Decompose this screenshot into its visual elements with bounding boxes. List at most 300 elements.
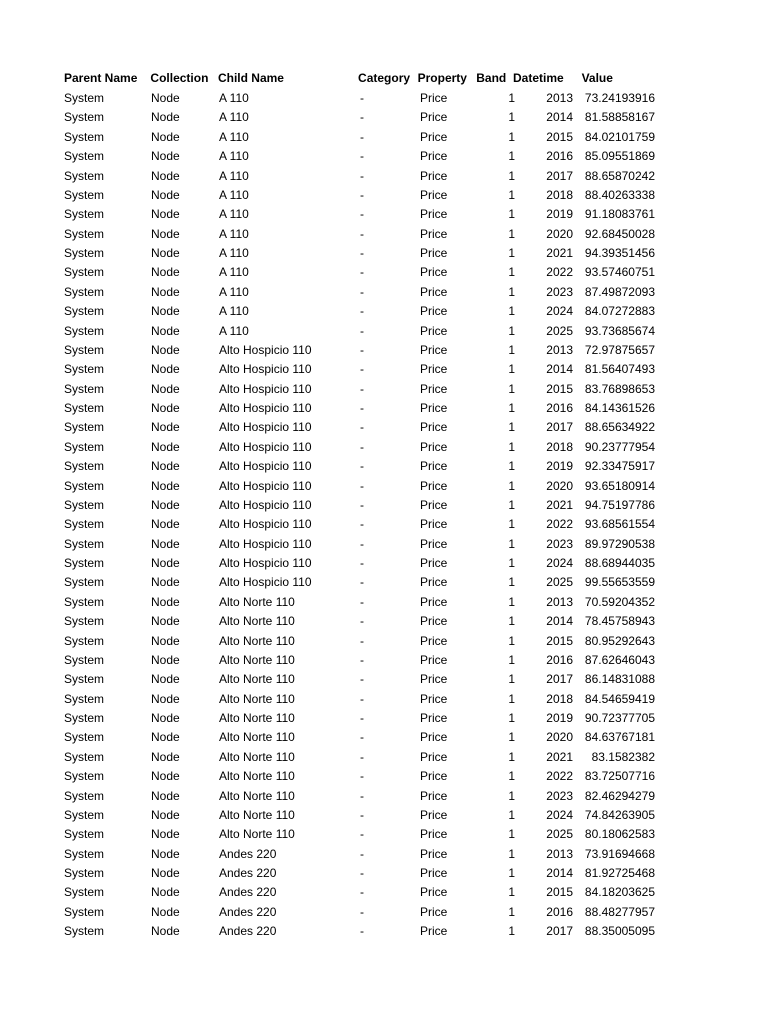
cell-parent-name: System — [64, 129, 105, 144]
cell-property: Price — [420, 226, 448, 241]
cell-value: 88.65634922 — [584, 420, 655, 435]
cell-band: 1 — [508, 866, 515, 880]
cell-datetime: 2015 — [546, 885, 573, 900]
table-row — [64, 806, 664, 825]
cell-parent-name: System — [64, 246, 105, 260]
cell-value: 92.68450028 — [584, 226, 655, 241]
cell-child-name: A 110 — [219, 110, 249, 125]
cell-value: 93.73685674 — [584, 323, 655, 338]
cell-collection: Node — [151, 614, 180, 629]
cell-parent-name: System — [64, 168, 105, 183]
table-row — [64, 128, 664, 147]
table-row — [64, 728, 664, 747]
cell-child-name: A 110 — [219, 149, 249, 164]
cell-datetime: 2018 — [546, 439, 573, 454]
cell-child-name: Alto Hospicio 110 — [219, 497, 312, 512]
cell-collection: Node — [151, 342, 180, 357]
cell-parent-name: System — [64, 420, 105, 435]
cell-category: - — [360, 517, 364, 532]
cell-property: Price — [420, 284, 448, 299]
table-row — [64, 612, 664, 631]
cell-parent-name: System — [64, 381, 105, 396]
cell-collection: Node — [151, 652, 180, 667]
cell-value: 90.23777954 — [584, 439, 655, 454]
header-category: Category — [358, 71, 411, 86]
cell-collection: Node — [151, 924, 180, 939]
cell-category: - — [360, 769, 364, 784]
cell-category: - — [360, 304, 364, 319]
cell-collection: Node — [151, 129, 180, 144]
table-row — [64, 922, 664, 941]
cell-band: 1 — [508, 769, 515, 784]
cell-band: 1 — [508, 362, 515, 377]
cell-child-name: Alto Hospicio 110 — [219, 342, 312, 357]
table-row — [64, 108, 664, 127]
cell-datetime: 2013 — [546, 594, 573, 609]
cell-parent-name: System — [64, 459, 105, 474]
table-row — [64, 670, 664, 689]
cell-value: 84.14361526 — [584, 401, 655, 415]
cell-collection: Node — [151, 866, 180, 880]
table-row — [64, 515, 664, 534]
cell-datetime: 2016 — [546, 401, 573, 415]
cell-property: Price — [420, 827, 448, 842]
cell-collection: Node — [151, 633, 180, 648]
cell-category: - — [360, 168, 364, 183]
cell-category: - — [360, 924, 364, 939]
cell-property: Price — [420, 304, 448, 319]
cell-collection: Node — [151, 284, 180, 299]
cell-band: 1 — [508, 536, 515, 551]
cell-child-name: Alto Norte 110 — [219, 672, 295, 687]
table-row — [64, 341, 664, 360]
table-row — [64, 438, 664, 457]
cell-datetime: 2021 — [546, 497, 573, 512]
cell-property: Price — [420, 420, 448, 435]
cell-collection: Node — [151, 110, 180, 125]
cell-property: Price — [420, 207, 448, 222]
cell-property: Price — [420, 187, 448, 202]
cell-datetime: 2021 — [546, 246, 573, 260]
cell-child-name: Alto Hospicio 110 — [219, 362, 312, 377]
cell-value: 84.07272883 — [584, 304, 655, 319]
cell-parent-name: System — [64, 866, 105, 880]
cell-category: - — [360, 265, 364, 280]
table-row — [64, 399, 664, 418]
cell-datetime: 2017 — [546, 672, 573, 687]
cell-property: Price — [420, 904, 448, 919]
cell-category: - — [360, 711, 364, 725]
cell-category: - — [360, 129, 364, 144]
cell-collection: Node — [151, 846, 180, 861]
table-row — [64, 457, 664, 476]
cell-child-name: A 110 — [219, 323, 249, 338]
cell-datetime: 2014 — [546, 614, 573, 629]
cell-parent-name: System — [64, 575, 105, 590]
cell-property: Price — [420, 672, 448, 687]
cell-property: Price — [420, 362, 448, 377]
data-table — [64, 69, 664, 942]
cell-value: 88.68944035 — [584, 556, 655, 570]
cell-child-name: A 110 — [219, 284, 249, 299]
cell-property: Price — [420, 614, 448, 629]
cell-collection: Node — [151, 381, 180, 396]
cell-parent-name: System — [64, 226, 105, 241]
cell-datetime: 2023 — [546, 284, 573, 299]
cell-band: 1 — [508, 556, 515, 570]
cell-child-name: Alto Hospicio 110 — [219, 459, 312, 474]
table-row — [64, 360, 664, 379]
cell-category: - — [360, 807, 364, 822]
cell-child-name: Alto Hospicio 110 — [219, 575, 312, 590]
cell-value: 83.1582382 — [591, 749, 655, 764]
cell-value: 88.48277957 — [584, 904, 655, 919]
cell-parent-name: System — [64, 497, 105, 512]
table-row — [64, 883, 664, 902]
cell-band: 1 — [508, 129, 515, 144]
table-row — [64, 477, 664, 496]
cell-property: Price — [420, 246, 448, 260]
cell-datetime: 2014 — [546, 362, 573, 377]
cell-parent-name: System — [64, 304, 105, 319]
cell-collection: Node — [151, 420, 180, 435]
cell-property: Price — [420, 323, 448, 338]
cell-band: 1 — [508, 207, 515, 222]
cell-value: 80.95292643 — [584, 633, 655, 648]
table-row — [64, 593, 664, 612]
cell-collection: Node — [151, 536, 180, 551]
cell-value: 88.35005095 — [584, 924, 655, 939]
cell-property: Price — [420, 769, 448, 784]
cell-parent-name: System — [64, 749, 105, 764]
cell-band: 1 — [508, 439, 515, 454]
cell-property: Price — [420, 730, 448, 745]
cell-datetime: 2019 — [546, 207, 573, 222]
cell-category: - — [360, 478, 364, 493]
cell-collection: Node — [151, 265, 180, 280]
cell-category: - — [360, 827, 364, 842]
cell-value: 70.59204352 — [584, 594, 655, 609]
cell-datetime: 2019 — [546, 711, 573, 725]
cell-child-name: Alto Hospicio 110 — [219, 517, 312, 532]
cell-collection: Node — [151, 187, 180, 202]
cell-parent-name: System — [64, 807, 105, 822]
cell-property: Price — [420, 129, 448, 144]
cell-datetime: 2015 — [546, 381, 573, 396]
cell-collection: Node — [151, 207, 180, 222]
cell-value: 86.14831088 — [584, 672, 655, 687]
cell-datetime: 2018 — [546, 691, 573, 706]
cell-band: 1 — [508, 924, 515, 939]
cell-collection: Node — [151, 401, 180, 415]
cell-child-name: Andes 220 — [219, 924, 277, 939]
cell-category: - — [360, 885, 364, 900]
cell-category: - — [360, 614, 364, 629]
cell-parent-name: System — [64, 827, 105, 842]
cell-band: 1 — [508, 401, 515, 415]
cell-datetime: 2013 — [546, 91, 573, 105]
cell-datetime: 2021 — [546, 749, 573, 764]
cell-band: 1 — [508, 711, 515, 725]
cell-parent-name: System — [64, 439, 105, 454]
table-row — [64, 147, 664, 166]
table-row — [64, 573, 664, 592]
cell-child-name: Alto Hospicio 110 — [219, 401, 312, 415]
cell-parent-name: System — [64, 730, 105, 745]
cell-category: - — [360, 691, 364, 706]
header-parent-name: Parent Name — [64, 71, 138, 86]
cell-child-name: Alto Norte 110 — [219, 788, 295, 803]
cell-category: - — [360, 420, 364, 435]
cell-band: 1 — [508, 149, 515, 164]
cell-parent-name: System — [64, 594, 105, 609]
cell-child-name: Alto Hospicio 110 — [219, 478, 312, 493]
cell-datetime: 2017 — [546, 420, 573, 435]
cell-band: 1 — [508, 672, 515, 687]
cell-child-name: Andes 220 — [219, 866, 277, 880]
table-row — [64, 380, 664, 399]
cell-band: 1 — [508, 304, 515, 319]
cell-child-name: Alto Hospicio 110 — [219, 556, 312, 570]
cell-child-name: Alto Norte 110 — [219, 691, 295, 706]
cell-datetime: 2025 — [546, 323, 573, 338]
cell-category: - — [360, 788, 364, 803]
cell-category: - — [360, 594, 364, 609]
cell-property: Price — [420, 633, 448, 648]
cell-datetime: 2017 — [546, 168, 573, 183]
cell-datetime: 2023 — [546, 536, 573, 551]
cell-property: Price — [420, 497, 448, 512]
cell-category: - — [360, 866, 364, 880]
cell-child-name: Alto Norte 110 — [219, 769, 295, 784]
cell-collection: Node — [151, 497, 180, 512]
cell-child-name: Alto Norte 110 — [219, 807, 295, 822]
cell-child-name: Alto Norte 110 — [219, 633, 295, 648]
table-row — [64, 845, 664, 864]
cell-value: 94.75197786 — [584, 497, 655, 512]
cell-value: 99.55653559 — [584, 575, 655, 590]
table-row — [64, 225, 664, 244]
cell-band: 1 — [508, 284, 515, 299]
cell-category: - — [360, 401, 364, 415]
cell-child-name: A 110 — [219, 304, 249, 319]
cell-property: Price — [420, 478, 448, 493]
table-row — [64, 632, 664, 651]
cell-child-name: Alto Hospicio 110 — [219, 381, 312, 396]
cell-child-name: A 110 — [219, 91, 249, 105]
cell-parent-name: System — [64, 284, 105, 299]
cell-child-name: Alto Hospicio 110 — [219, 536, 312, 551]
table-row — [64, 244, 664, 263]
cell-band: 1 — [508, 323, 515, 338]
table-row — [64, 418, 664, 437]
cell-datetime: 2020 — [546, 226, 573, 241]
cell-collection: Node — [151, 672, 180, 687]
cell-datetime: 2022 — [546, 517, 573, 532]
cell-band: 1 — [508, 807, 515, 822]
cell-datetime: 2014 — [546, 110, 573, 125]
cell-property: Price — [420, 749, 448, 764]
cell-child-name: Alto Norte 110 — [219, 749, 295, 764]
cell-parent-name: System — [64, 207, 105, 222]
cell-value: 81.92725468 — [584, 866, 655, 880]
cell-value: 87.62646043 — [584, 652, 655, 667]
cell-child-name: Andes 220 — [219, 885, 277, 900]
table-row — [64, 709, 664, 728]
table-row — [64, 89, 664, 108]
cell-collection: Node — [151, 149, 180, 164]
cell-band: 1 — [508, 652, 515, 667]
cell-parent-name: System — [64, 788, 105, 803]
cell-value: 78.45758943 — [584, 614, 655, 629]
cell-value: 89.97290538 — [584, 536, 655, 551]
cell-category: - — [360, 362, 364, 377]
table-row — [64, 283, 664, 302]
cell-band: 1 — [508, 246, 515, 260]
table-row — [64, 186, 664, 205]
cell-parent-name: System — [64, 885, 105, 900]
cell-child-name: Alto Norte 110 — [219, 614, 295, 629]
cell-value: 84.63767181 — [584, 730, 655, 745]
cell-property: Price — [420, 924, 448, 939]
cell-parent-name: System — [64, 633, 105, 648]
cell-datetime: 2020 — [546, 730, 573, 745]
cell-band: 1 — [508, 187, 515, 202]
cell-category: - — [360, 226, 364, 241]
cell-value: 93.65180914 — [584, 478, 655, 493]
cell-value: 93.57460751 — [584, 265, 655, 280]
cell-collection: Node — [151, 304, 180, 319]
cell-datetime: 2013 — [546, 846, 573, 861]
cell-datetime: 2019 — [546, 459, 573, 474]
cell-value: 81.56407493 — [584, 362, 655, 377]
cell-band: 1 — [508, 691, 515, 706]
cell-parent-name: System — [64, 110, 105, 125]
header-datetime: Datetime — [512, 71, 564, 86]
cell-property: Price — [420, 846, 448, 861]
cell-value: 87.49872093 — [584, 284, 655, 299]
cell-category: - — [360, 672, 364, 687]
cell-parent-name: System — [64, 769, 105, 784]
cell-property: Price — [420, 807, 448, 822]
table-row — [64, 205, 664, 224]
cell-collection: Node — [151, 691, 180, 706]
cell-datetime: 2016 — [546, 149, 573, 164]
cell-parent-name: System — [64, 691, 105, 706]
cell-value: 83.76898653 — [584, 381, 655, 396]
cell-value: 92.33475917 — [584, 459, 655, 474]
cell-child-name: Alto Norte 110 — [219, 652, 295, 667]
cell-value: 80.18062583 — [584, 827, 655, 842]
cell-datetime: 2025 — [546, 575, 573, 590]
table-row — [64, 554, 664, 573]
cell-datetime: 2014 — [546, 866, 573, 880]
cell-band: 1 — [508, 575, 515, 590]
cell-child-name: Andes 220 — [219, 846, 277, 861]
cell-band: 1 — [508, 594, 515, 609]
cell-band: 1 — [508, 749, 515, 764]
cell-collection: Node — [151, 885, 180, 900]
cell-value: 90.72377705 — [584, 711, 655, 725]
cell-collection: Node — [151, 556, 180, 570]
cell-datetime: 2015 — [546, 129, 573, 144]
cell-band: 1 — [508, 110, 515, 125]
cell-parent-name: System — [64, 711, 105, 725]
cell-parent-name: System — [64, 149, 105, 164]
cell-category: - — [360, 284, 364, 299]
cell-parent-name: System — [64, 342, 105, 357]
cell-datetime: 2018 — [546, 187, 573, 202]
cell-value: 88.65870242 — [584, 168, 655, 183]
cell-band: 1 — [508, 827, 515, 842]
header-child-name: Child Name — [217, 71, 284, 86]
cell-parent-name: System — [64, 187, 105, 202]
table-row — [64, 322, 664, 341]
cell-parent-name: System — [64, 614, 105, 629]
cell-child-name: A 110 — [219, 129, 249, 144]
cell-parent-name: System — [64, 846, 105, 861]
cell-value: 82.46294279 — [584, 788, 655, 803]
cell-child-name: Alto Norte 110 — [219, 827, 295, 842]
cell-category: - — [360, 342, 364, 357]
cell-band: 1 — [508, 517, 515, 532]
cell-property: Price — [420, 439, 448, 454]
cell-datetime: 2023 — [546, 788, 573, 803]
cell-property: Price — [420, 652, 448, 667]
cell-category: - — [360, 846, 364, 861]
table-row — [64, 903, 664, 922]
cell-property: Price — [420, 711, 448, 725]
table-row — [64, 864, 664, 883]
cell-property: Price — [420, 691, 448, 706]
cell-property: Price — [420, 381, 448, 396]
cell-property: Price — [420, 517, 448, 532]
cell-collection: Node — [151, 362, 180, 377]
cell-property: Price — [420, 110, 448, 125]
cell-child-name: A 110 — [219, 246, 249, 260]
cell-child-name: Alto Hospicio 110 — [219, 439, 312, 454]
cell-category: - — [360, 110, 364, 125]
cell-property: Price — [420, 168, 448, 183]
cell-child-name: Alto Norte 110 — [219, 594, 295, 609]
cell-collection: Node — [151, 711, 180, 725]
cell-property: Price — [420, 342, 448, 357]
cell-band: 1 — [508, 633, 515, 648]
header-collection: Collection — [150, 71, 209, 86]
cell-collection: Node — [151, 769, 180, 784]
cell-parent-name: System — [64, 517, 105, 532]
cell-category: - — [360, 575, 364, 590]
cell-parent-name: System — [64, 924, 105, 939]
table-row — [64, 825, 664, 844]
cell-category: - — [360, 91, 364, 105]
cell-category: - — [360, 149, 364, 164]
cell-child-name: A 110 — [219, 207, 249, 222]
cell-collection: Node — [151, 226, 180, 241]
cell-datetime: 2016 — [546, 652, 573, 667]
cell-value: 85.09551869 — [584, 149, 655, 164]
cell-parent-name: System — [64, 536, 105, 551]
header-band: Band — [476, 71, 507, 86]
cell-parent-name: System — [64, 401, 105, 415]
table-body — [64, 89, 664, 942]
cell-category: - — [360, 904, 364, 919]
cell-category: - — [360, 556, 364, 570]
cell-value: 91.18083761 — [584, 207, 655, 222]
table-row — [64, 787, 664, 806]
cell-collection: Node — [151, 91, 180, 105]
cell-category: - — [360, 497, 364, 512]
